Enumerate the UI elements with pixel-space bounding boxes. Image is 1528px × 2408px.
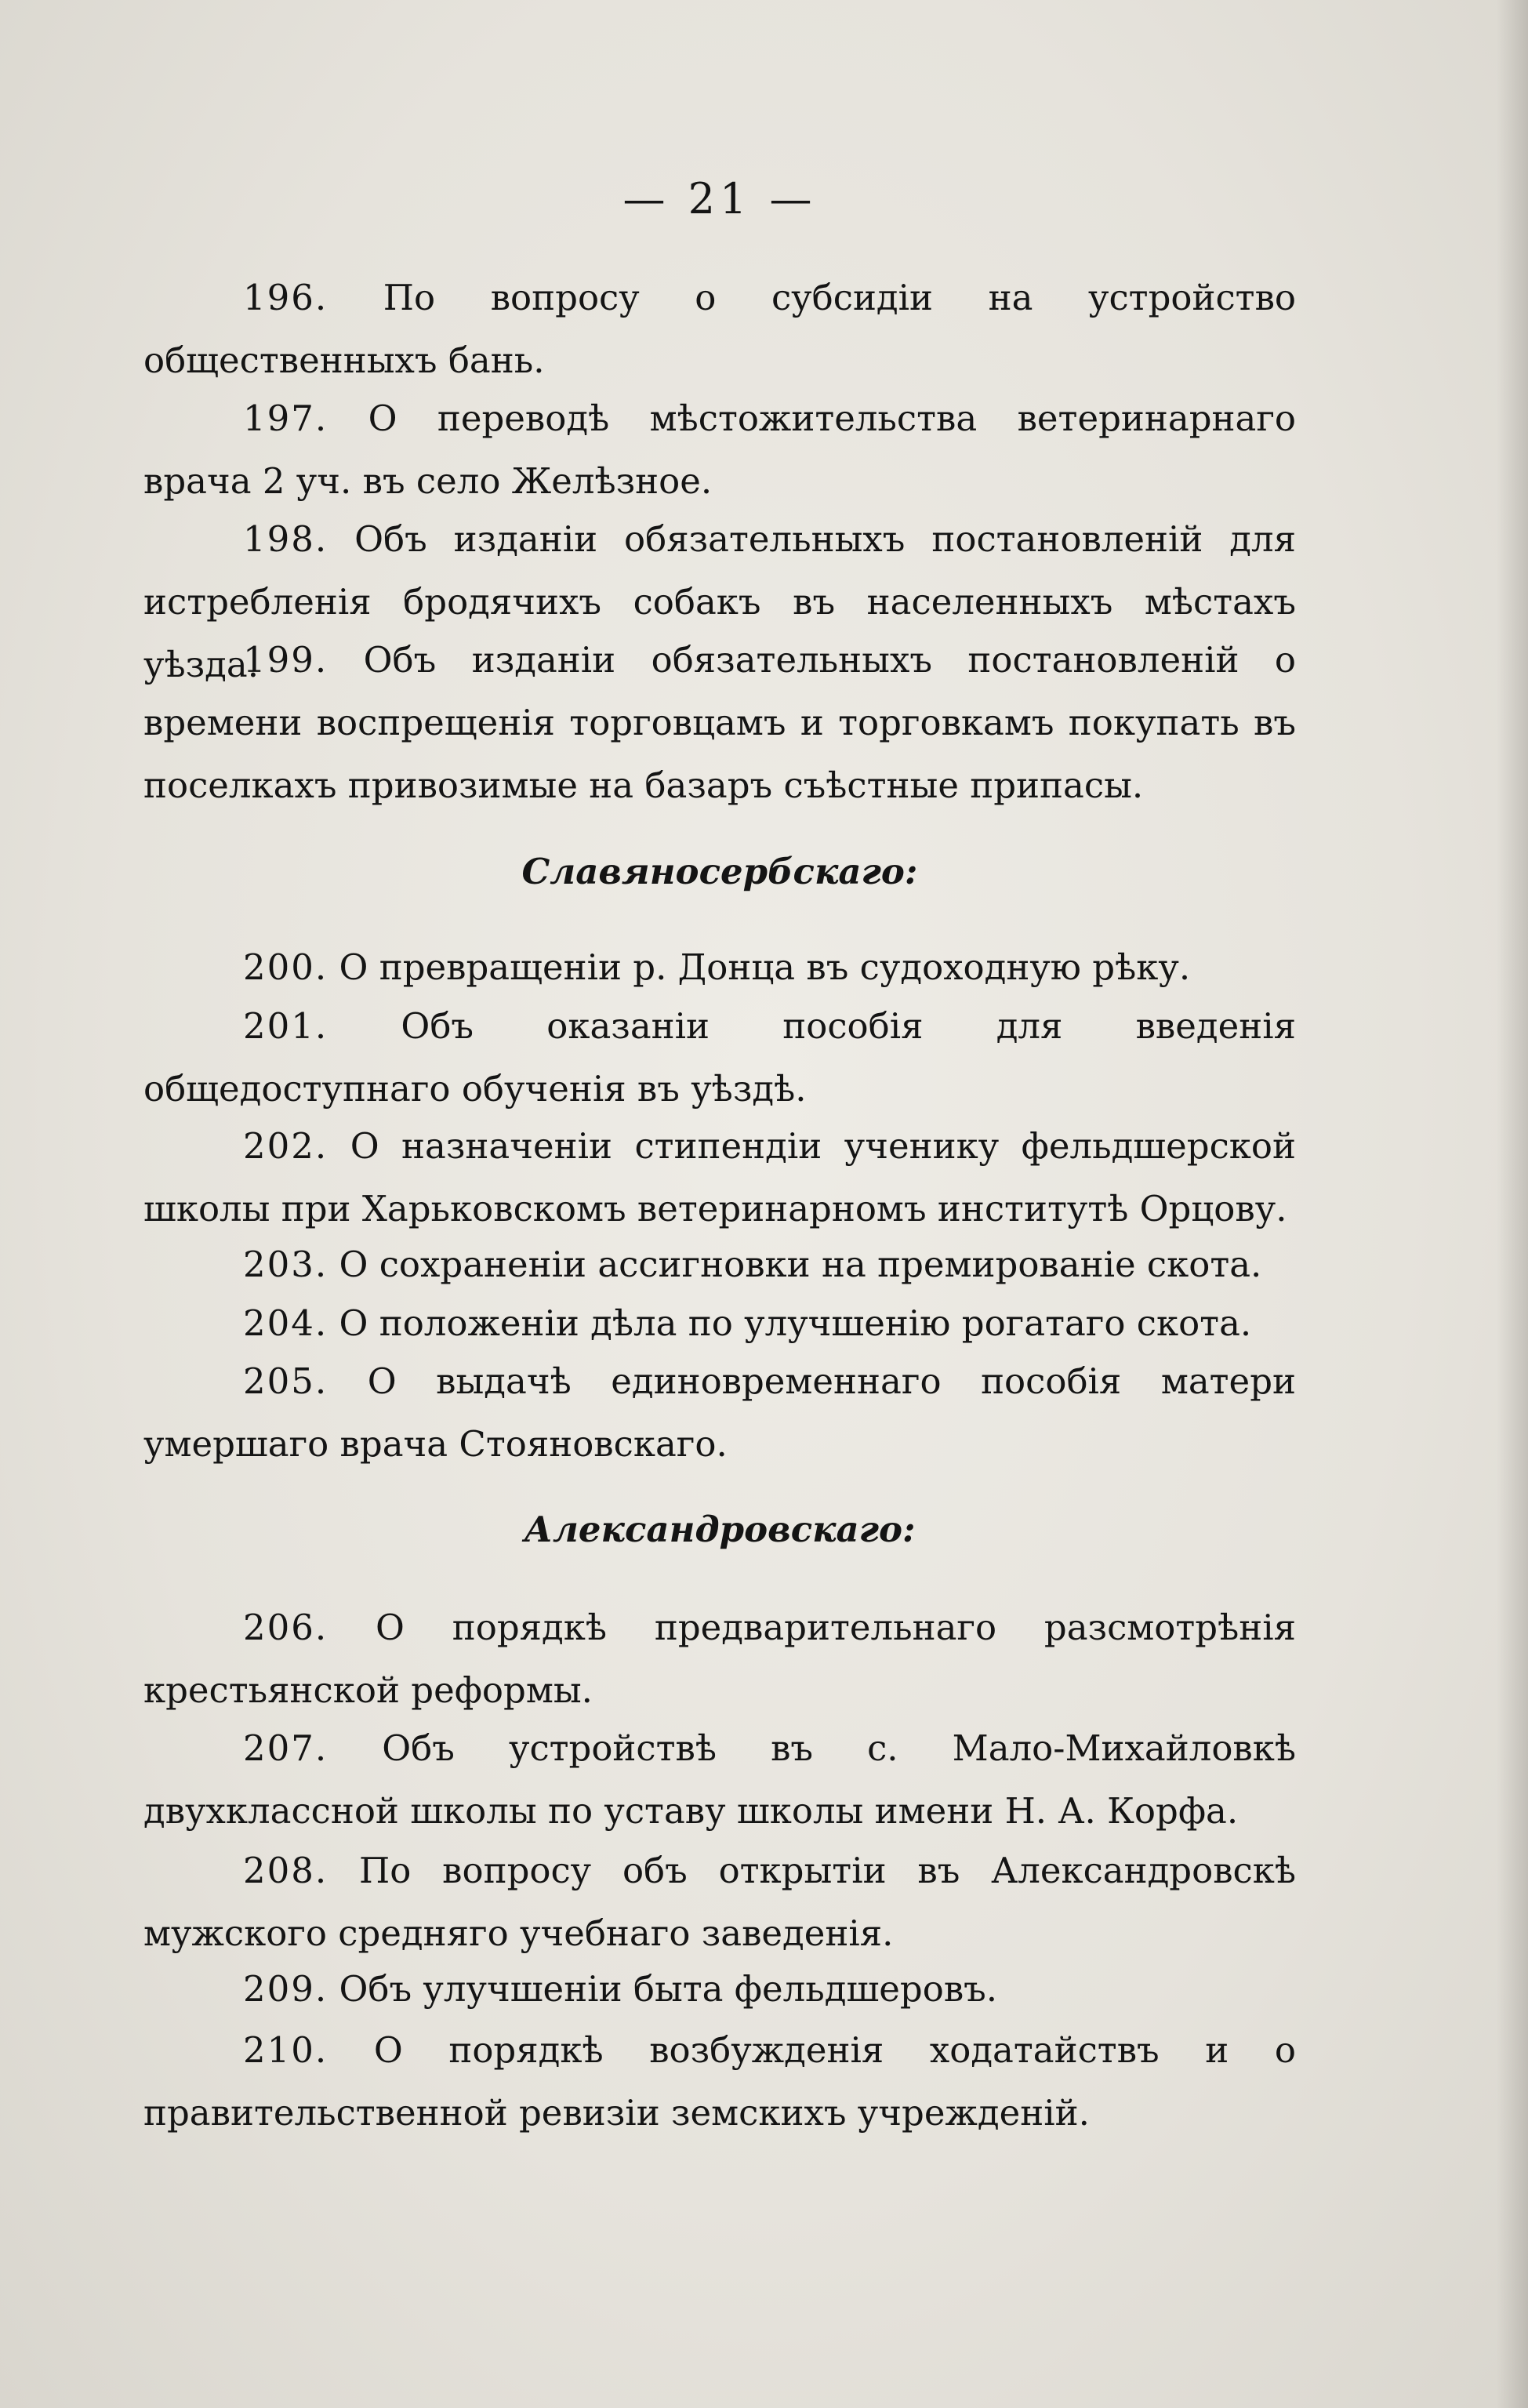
item-text: По вопросу объ открытіи въ Александровскѣ мужского средняго учебнаго заведенія. [143, 1850, 1297, 1954]
item-text: Объ улучшеніи быта фельдшеровъ. [339, 1968, 998, 2010]
item-text: Объ изданіи обязательныхъ постановленій о времени воспрещенія торговцамъ и торговкамъ покупать въ поселкахъ привозимые на базаръ съѣстные припасы. [143, 639, 1296, 806]
item-text: Объ устройствѣ въ с. Мало-Михайловкѣ двухклассной школы по уставу школы имени Н. А. Корфа. [143, 1727, 1297, 1832]
item-text: О выдачѣ единовременнаго пособія матери умершаго врача Стояновскаго. [143, 1360, 1296, 1465]
item-number: 200. [243, 946, 328, 988]
item-text: О превращеніи р. Донца въ судоходную рѣку. [339, 946, 1191, 988]
item-number: 196. [243, 277, 328, 318]
list-item [143, 267, 1296, 392]
item-number: 206. [243, 1607, 328, 1648]
item-text: О сохраненіи ассигновки на премированіе скота. [339, 1244, 1262, 1285]
item-number: 203. [243, 1244, 328, 1285]
list-item [143, 1233, 1296, 1296]
list-item [143, 1596, 1296, 1722]
page-number: — 21 — [622, 174, 817, 223]
item-text: О порядкѣ предварительнаго разсмотрѣнія крестьянской реформы. [143, 1607, 1296, 1711]
item-number: 199. [243, 639, 328, 681]
item-number: 209. [243, 1968, 328, 2010]
list-item [143, 1840, 1296, 1965]
item-number: 207. [243, 1727, 328, 1769]
item-number: 202. [243, 1125, 328, 1167]
item-number: 204. [243, 1302, 328, 1344]
item-number: 197. [243, 398, 328, 439]
item-number: 201. [243, 1005, 328, 1047]
list-item [143, 1958, 1296, 2021]
list-item [143, 1292, 1296, 1355]
list-item [143, 1717, 1296, 1843]
item-text: Объ оказаніи пособія для введенія общедоступнаго обученія въ уѣздѣ. [143, 1005, 1296, 1110]
list-item [143, 387, 1296, 513]
item-text: О переводѣ мѣстожительства ветеринарнаго врача 2 уч. въ село Желѣзное. [143, 398, 1296, 502]
item-number: 208. [243, 1850, 328, 1891]
item-number: 210. [243, 2029, 328, 2071]
list-item [143, 936, 1296, 999]
item-text: О порядкѣ возбужденія ходатайствъ и о правительственной ревизіи земскихъ учрежденій. [143, 2029, 1296, 2134]
item-text: Объ изданіи обязательныхъ постановленій для истребленія бродячихъ собакъ въ населенныхъ мѣстахъ уѣзда. [143, 518, 1296, 685]
list-item [143, 1115, 1296, 1240]
section-heading: Славяносербскаго: [521, 851, 918, 892]
list-item [143, 2019, 1296, 2145]
section-heading: Александровскаго: [524, 1509, 916, 1550]
list-item [143, 629, 1296, 817]
list-item [143, 995, 1296, 1120]
scan-edge-shadow [1497, 0, 1528, 2408]
item-text: О назначеніи стипендіи ученику фельдшерской школы при Харьковскомъ ветеринарномъ институтѣ Орцову. [143, 1125, 1296, 1229]
item-text: О положеніи дѣла по улучшенію рогатаго скота. [339, 1302, 1252, 1344]
item-number: 205. [243, 1360, 328, 1402]
list-item [143, 1350, 1296, 1476]
item-text: По вопросу о субсидіи на устройство общественныхъ бань. [143, 277, 1296, 381]
item-number: 198. [243, 518, 328, 560]
